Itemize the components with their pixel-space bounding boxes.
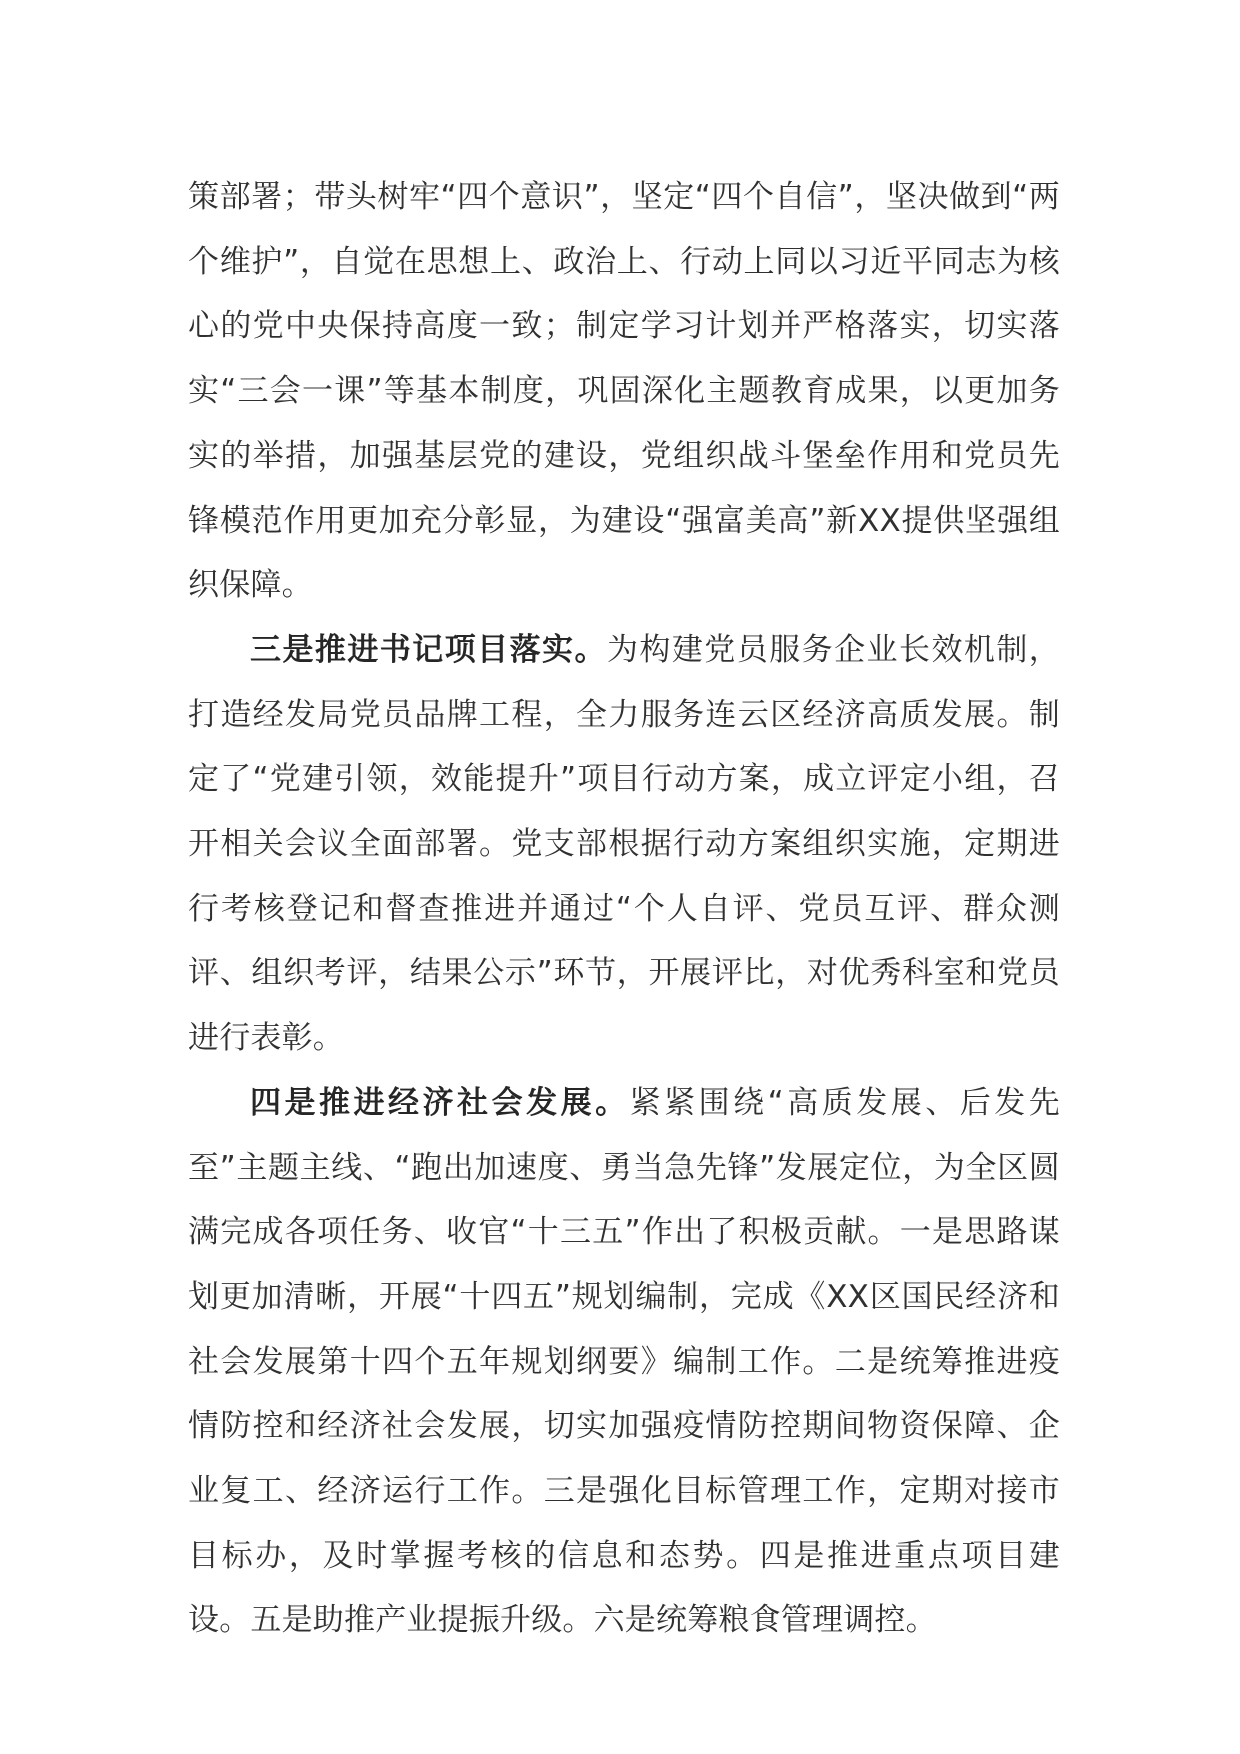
paragraph-continuation [188, 165, 1060, 618]
paragraph-text: 紧紧围绕“高质发展、后发先至”主题主线、“跑出加速度、勇当急先锋”发展定位，为全区圆满完成各项任务、收官“十三五”作出了积极贡献。一是思路谋划更加清晰，开展“十四五”规划编制，完成《XX区国民经济和社会发展第十四个五年规划纲要》编制工作。二是统筹推进疫情防控和经济社会发展，切实加强疫情防控期间物资保障、企业复工、经济运行工作。三是强化目标管理工作，定期对接市目标办，及时掌握考核的信息和态势。四是推进重点项目建设。五是助推产业提振升级。六是统筹粮食管理调控。 [188, 1084, 1060, 1639]
paragraph-economic-development [188, 1071, 1060, 1653]
paragraph-text: 策部署；带头树牢“四个意识”，坚定“四个自信”，坚决做到“两个维护”，自觉在思想上、政治上、行动上同以习近平同志为核心的党中央保持高度一致；制定学习计划并严格落实，切实落实“三会一课”等基本制度，巩固深化主题教育成果，以更加务实的举措，加强基层党的建设，党组织战斗堡垒作用和党员先锋模范作用更加充分彰显，为建设“强富美高”新XX提供坚强组织保障。 [188, 179, 1060, 604]
paragraph-lead-heading: 四是推进经济社会发展。 [250, 1084, 630, 1121]
paragraph-secretary-project [188, 618, 1060, 1071]
paragraph-lead-heading: 三是推进书记项目落实。 [250, 631, 607, 668]
document-body [188, 165, 1060, 1653]
paragraph-text: 为构建党员服务企业长效机制，打造经发局党员品牌工程，全力服务连云区经济高质发展。制定了“党建引领，效能提升”项目行动方案，成立评定小组，召开相关会议全面部署。党支部根据行动方案组织实施，定期进行考核登记和督查推进并通过“个人自评、党员互评、群众测评、组织考评，结果公示”环节，开展评比，对优秀科室和党员进行表彰。 [188, 631, 1060, 1057]
